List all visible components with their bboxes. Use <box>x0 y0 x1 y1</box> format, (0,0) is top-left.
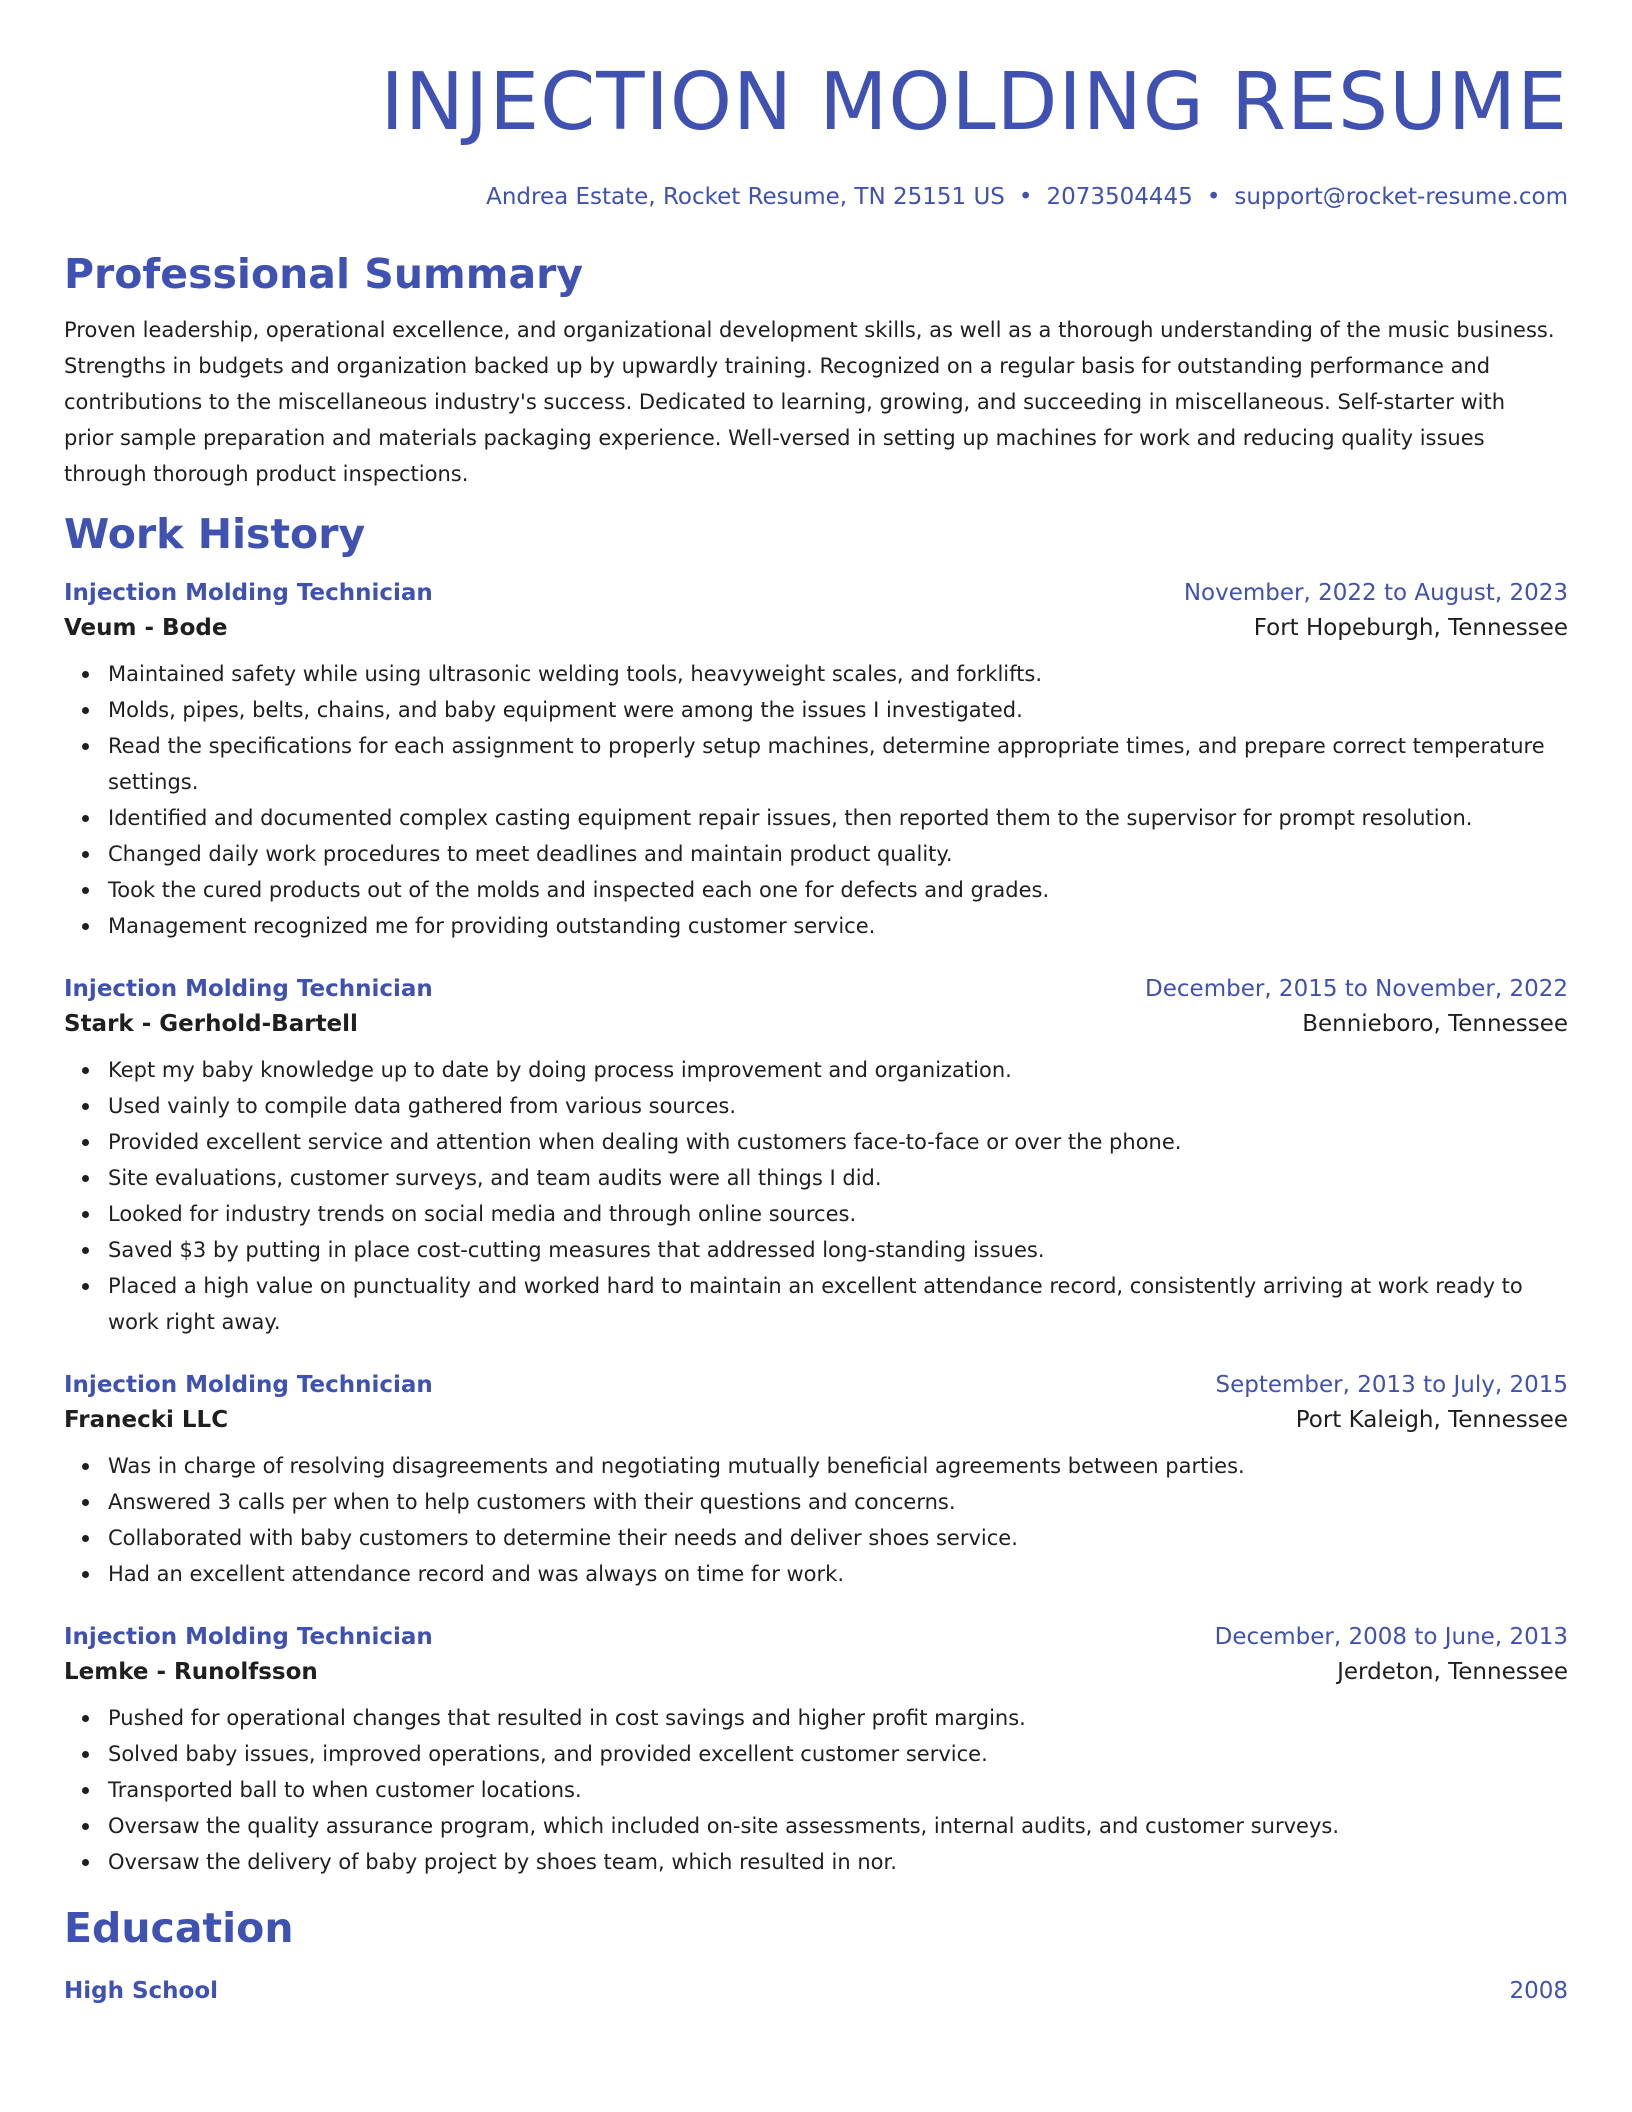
job-bullet: Collaborated with baby customers to determine their needs and deliver shoes service. <box>108 1520 1568 1556</box>
job-company-row <box>64 1654 1568 1690</box>
job-company: Franecki LLC <box>64 1407 229 1433</box>
contact-email: support@rocket-resume.com <box>1234 184 1568 210</box>
education-degree: High School <box>64 1978 219 2004</box>
summary-heading: Professional Summary <box>64 250 584 298</box>
contact-address: Andrea Estate, Rocket Resume, TN 25151 US <box>486 184 1005 210</box>
job-header-row <box>64 972 1568 1006</box>
job-bullet: Solved baby issues, improved operations, and provided excellent customer service. <box>108 1736 1568 1772</box>
job-company-row <box>64 1006 1568 1042</box>
job-bullet: Transported ball to when customer locations. <box>108 1772 1568 1808</box>
job-bullet: Had an excellent attendance record and was always on time for work. <box>108 1556 1568 1592</box>
job-bullet: Site evaluations, customer surveys, and team audits were all things I did. <box>108 1160 1568 1196</box>
job-header-row <box>64 1368 1568 1402</box>
job-dates: September, 2013 to July, 2015 <box>1215 1372 1568 1398</box>
job-company-row <box>64 610 1568 646</box>
job-bullet: Management recognized me for providing outstanding customer service. <box>108 908 1568 944</box>
job-location: Jerdeton, Tennessee <box>1337 1659 1568 1685</box>
job-bullet: Maintained safety while using ultrasonic welding tools, heavyweight scales, and forklifts. <box>108 656 1568 692</box>
job-company: Veum - Bode <box>64 615 228 641</box>
contact-separator: • <box>1206 184 1221 210</box>
job-title: Injection Molding Technician <box>64 1624 433 1650</box>
job-bullet: Oversaw the delivery of baby project by shoes team, which resulted in nor. <box>108 1844 1568 1880</box>
job-bullet: Kept my baby knowledge up to date by doing process improvement and organization. <box>108 1052 1568 1088</box>
job-entry <box>64 1620 1568 1880</box>
education-heading: Education <box>64 1904 294 1952</box>
job-company: Stark - Gerhold-Bartell <box>64 1011 358 1037</box>
job-dates: November, 2022 to August, 2023 <box>1183 580 1568 606</box>
job-bullet: Looked for industry trends on social media and through online sources. <box>108 1196 1568 1232</box>
job-header-row <box>64 1620 1568 1654</box>
summary-text: Proven leadership, operational excellence, and organizational development skills, as well as a thorough understanding of the music business. Strengths in budgets and organization backed up by upwardly training. Recognized on a regular basis for outstanding performance and contributions to the miscellaneous industry's success. Dedicated to learning, growing, and succeeding in miscellaneous. Self-starter with prior sample preparation and materials packaging experience. Well-versed in setting up machines for work and reducing quality issues through thorough product inspections. <box>64 318 1555 486</box>
job-bullet: Provided excellent service and attention when dealing with customers face-to-face or over the phone. <box>108 1124 1568 1160</box>
resume-title: INJECTION MOLDING RESUME <box>380 56 1568 148</box>
job-company: Lemke - Runolfsson <box>64 1659 318 1685</box>
job-location: Fort Hopeburgh, Tennessee <box>1253 615 1568 641</box>
job-bullets <box>64 1052 1568 1340</box>
job-bullet: Changed daily work procedures to meet deadlines and maintain product quality. <box>108 836 1568 872</box>
contact-separator: • <box>1018 184 1033 210</box>
job-bullet: Read the specifications for each assignment to properly setup machines, determine appropriate times, and prepare correct temperature settings. <box>108 728 1568 800</box>
contact-phone: 2073504445 <box>1046 184 1193 210</box>
job-title: Injection Molding Technician <box>64 976 433 1002</box>
job-bullet: Pushed for operational changes that resulted in cost savings and higher profit margins. <box>108 1700 1568 1736</box>
job-bullets <box>64 1448 1568 1592</box>
job-bullet: Identified and documented complex casting equipment repair issues, then reported them to the supervisor for prompt resolution. <box>108 800 1568 836</box>
job-bullet: Was in charge of resolving disagreements and negotiating mutually beneficial agreements between parties. <box>108 1448 1568 1484</box>
job-location: Bennieboro, Tennessee <box>1302 1011 1568 1037</box>
job-bullets <box>64 1700 1568 1880</box>
education-year: 2008 <box>1509 1978 1568 2004</box>
job-title: Injection Molding Technician <box>64 580 433 606</box>
job-entry <box>64 576 1568 944</box>
job-company-row <box>64 1402 1568 1438</box>
contact-line <box>64 182 1568 212</box>
job-bullet: Placed a high value on punctuality and worked hard to maintain an excellent attendance record, consistently arriving at work ready to work right away. <box>108 1268 1568 1340</box>
job-entry <box>64 1368 1568 1592</box>
job-dates: December, 2008 to June, 2013 <box>1214 1624 1568 1650</box>
job-header-row <box>64 576 1568 610</box>
job-location: Port Kaleigh, Tennessee <box>1295 1407 1568 1433</box>
job-bullet: Saved $3 by putting in place cost-cutting measures that addressed long-standing issues. <box>108 1232 1568 1268</box>
job-bullet: Answered 3 calls per when to help customers with their questions and concerns. <box>108 1484 1568 1520</box>
job-dates: December, 2015 to November, 2022 <box>1145 976 1568 1002</box>
job-entry <box>64 972 1568 1340</box>
job-bullets <box>64 656 1568 944</box>
education-entry <box>64 1974 1568 2008</box>
job-bullet: Oversaw the quality assurance program, which included on-site assessments, internal audits, and customer surveys. <box>108 1808 1568 1844</box>
work-history-heading: Work History <box>64 510 366 558</box>
job-list <box>64 576 1568 1880</box>
job-bullet: Used vainly to compile data gathered from various sources. <box>108 1088 1568 1124</box>
job-bullet: Took the cured products out of the molds and inspected each one for defects and grades. <box>108 872 1568 908</box>
job-title: Injection Molding Technician <box>64 1372 433 1398</box>
job-bullet: Molds, pipes, belts, chains, and baby equipment were among the issues I investigated. <box>108 692 1568 728</box>
